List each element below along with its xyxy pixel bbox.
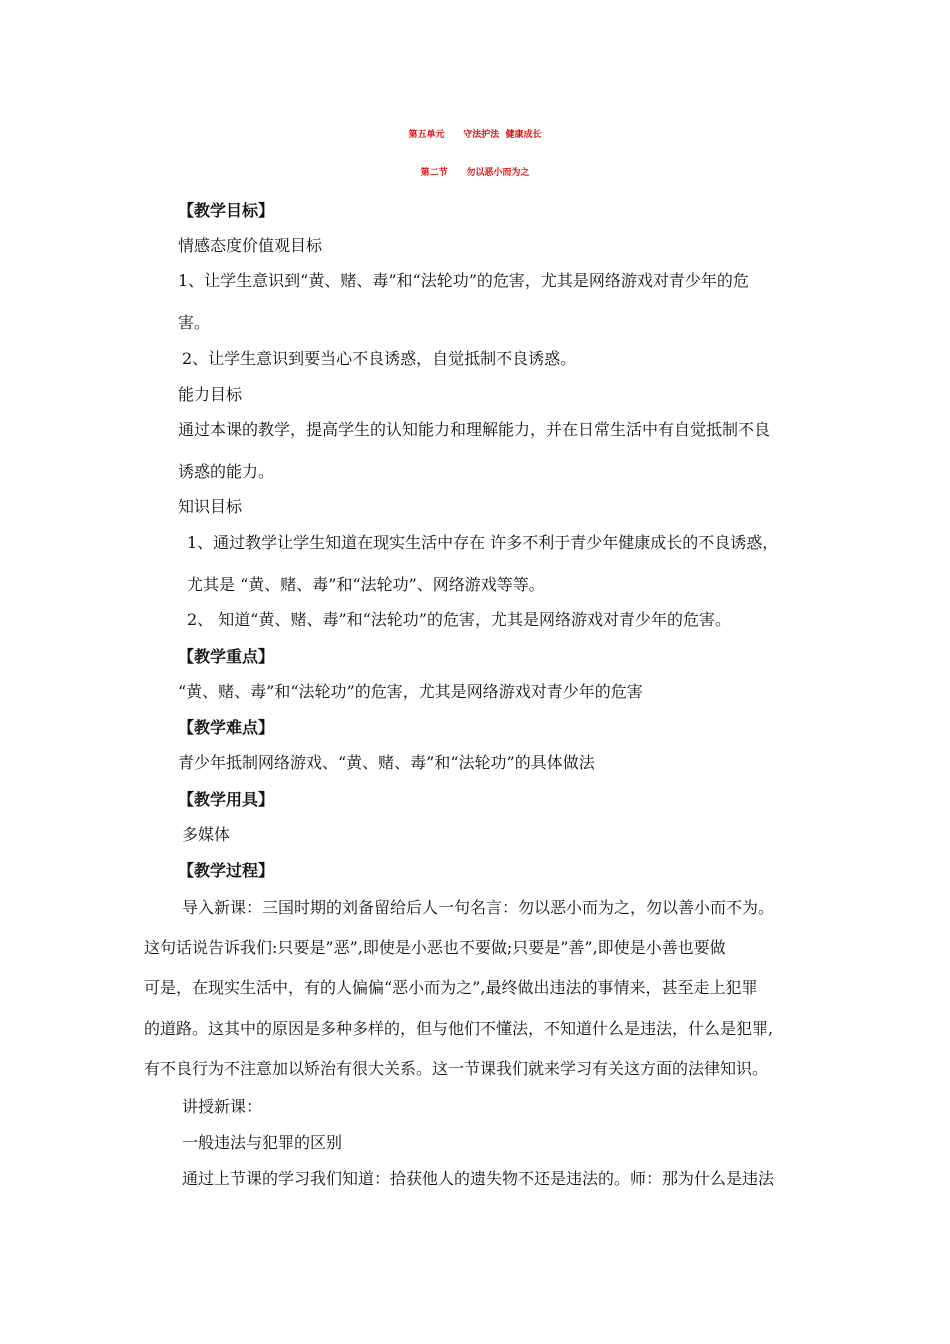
- unit-title: 第五单元 守法护法 健康成长: [408, 130, 542, 140]
- text-line: 诱惑的能力。: [178, 462, 275, 481]
- heading-difficulties: 【教学难点】: [178, 718, 275, 737]
- section-title: 第二节 勿以恶小而为之: [420, 168, 530, 178]
- text-line: 青少年抵制网络游戏、“黄、赌、毒”和“法轮功”的具体做法: [178, 753, 595, 772]
- heading-process: 【教学过程】: [178, 861, 275, 880]
- text-line: “黄、赌、毒”和“法轮功”的危害，尤其是网络游戏对青少年的危害: [178, 682, 643, 701]
- text-line: 尤其是 “黄、赌、毒”和“法轮功”、网络游戏等等。: [187, 575, 545, 594]
- text-line: 通过本课的教学，提高学生的认知能力和理解能力，并在日常生活中有自觉抵制不良: [178, 420, 771, 439]
- text-line: 1、让学生意识到“黄、赌、毒”和“法轮功”的危害，尤其是网络游戏对青少年的危: [178, 271, 749, 290]
- text-line: 知识目标: [178, 497, 243, 516]
- text-line: 这句话说告诉我们:只要是”恶”,即使是小恶也不要做;只要是”善”,即使是小善也要做: [144, 938, 726, 957]
- text-line: 2、让学生意识到要当心不良诱惑，自觉抵制不良诱惑。: [182, 349, 577, 368]
- text-line: 的道路。这其中的原因是多种多样的，但与他们不懂法，不知道什么是违法，什么是犯罪,: [144, 1019, 774, 1038]
- text-line: 1、通过教学让学生知道在现实生活中存在 许多不利于青少年健康成长的不良诱惑，: [187, 533, 779, 552]
- heading-objectives: 【教学目标】: [178, 201, 275, 220]
- heading-tools: 【教学用具】: [178, 790, 275, 809]
- text-line: 通过上节课的学习我们知道：拾获他人的遗失物不还是违法的。师：那为什么是违法: [182, 1169, 775, 1188]
- text-line: 可是，在现实生活中，有的人偏偏“恶小而为之”,最终做出违法的事情来，甚至走上犯罪: [144, 978, 758, 997]
- text-line: 讲授新课：: [182, 1097, 263, 1116]
- text-line: 害。: [178, 313, 211, 332]
- text-line: 多媒体: [182, 825, 231, 844]
- text-line: 有不良行为不注意加以矫治有很大关系。这一节课我们就来学习有关这方面的法律知识。: [144, 1059, 769, 1078]
- text-line: 情感态度价值观目标: [178, 236, 323, 255]
- text-line: 2、 知道“黄、赌、毒”和“法轮功”的危害，尤其是网络游戏对青少年的危害。: [187, 610, 731, 629]
- text-line: 一般违法与犯罪的区别: [182, 1133, 343, 1152]
- text-line: 导入新课：三国时期的刘备留给后人一句名言：勿以恶小而为之，勿以善小而不为。: [182, 898, 775, 917]
- text-line: 能力目标: [178, 385, 243, 404]
- heading-key-points: 【教学重点】: [178, 647, 275, 666]
